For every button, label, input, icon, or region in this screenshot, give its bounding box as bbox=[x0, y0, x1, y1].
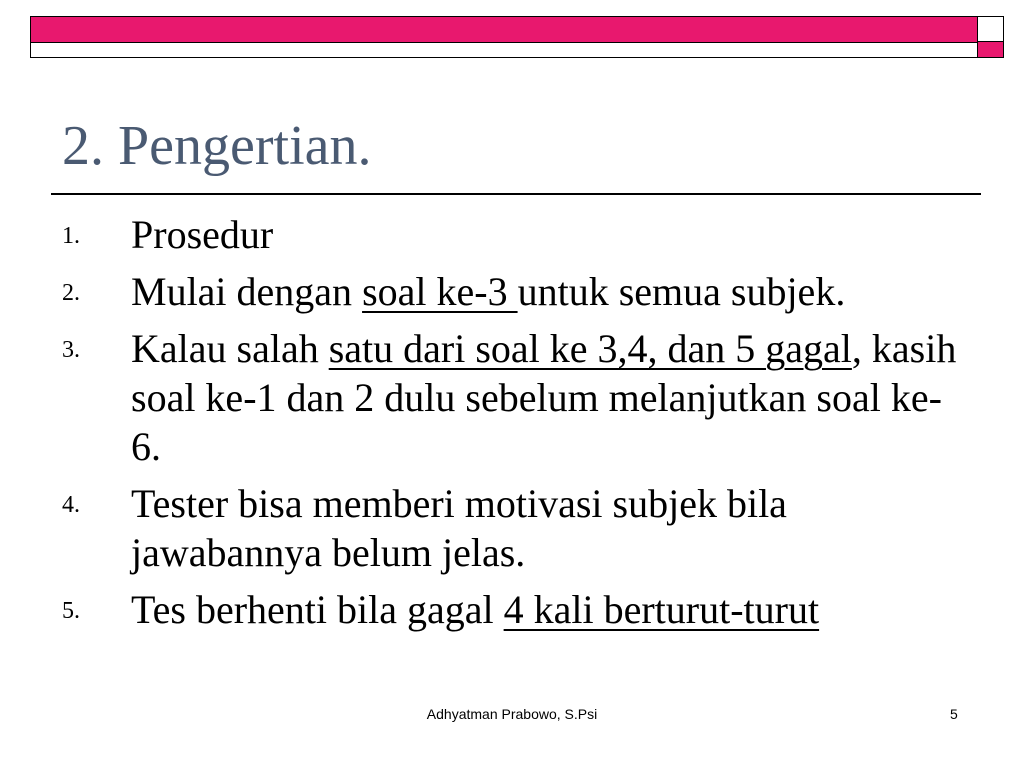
list-number: 2. bbox=[62, 280, 80, 306]
top-corner-square-upper bbox=[977, 16, 1004, 42]
list-item-text: Prosedur bbox=[131, 212, 274, 257]
numbered-list bbox=[0, 210, 1024, 642]
underlined-phrase: soal ke-3 bbox=[362, 269, 518, 314]
list-item-1 bbox=[0, 210, 1024, 259]
list-item-5 bbox=[0, 585, 1024, 634]
list-item-text: , kasih soal ke-1 dan 2 dulu sebelum melanjutkan soal ke-6. bbox=[131, 326, 957, 469]
footer-author: Adhyatman Prabowo, S.Psi bbox=[426, 706, 598, 722]
list-number: 4. bbox=[62, 492, 80, 518]
underlined-phrase: 4 kali berturut-turut bbox=[503, 587, 820, 632]
list-item-text: untuk semua subjek. bbox=[517, 269, 846, 314]
title-divider bbox=[51, 193, 981, 195]
list-number: 5. bbox=[62, 598, 80, 624]
slide-title: 2. Pengertian. bbox=[62, 115, 372, 177]
list-item-2 bbox=[0, 267, 1024, 316]
list-item-4 bbox=[0, 479, 1024, 577]
top-pink-band bbox=[31, 17, 977, 43]
list-number: 3. bbox=[62, 337, 80, 363]
list-item-text: Mulai dengan bbox=[131, 269, 363, 314]
list-item-text: Tes berhenti bila gagal bbox=[131, 587, 504, 632]
list-number: 1. bbox=[62, 223, 80, 249]
list-item-3 bbox=[0, 324, 1024, 471]
list-item-text: Tester bisa memberi motivasi subjek bila jawabannya belum jelas. bbox=[131, 481, 787, 575]
list-item-text: Kalau salah bbox=[131, 326, 329, 371]
slide-page-number: 5 bbox=[950, 706, 958, 722]
top-corner-square-lower bbox=[977, 41, 1004, 58]
top-decorative-bar bbox=[30, 16, 978, 58]
underlined-phrase: satu dari soal ke 3,4, dan 5 gagal bbox=[328, 326, 852, 371]
